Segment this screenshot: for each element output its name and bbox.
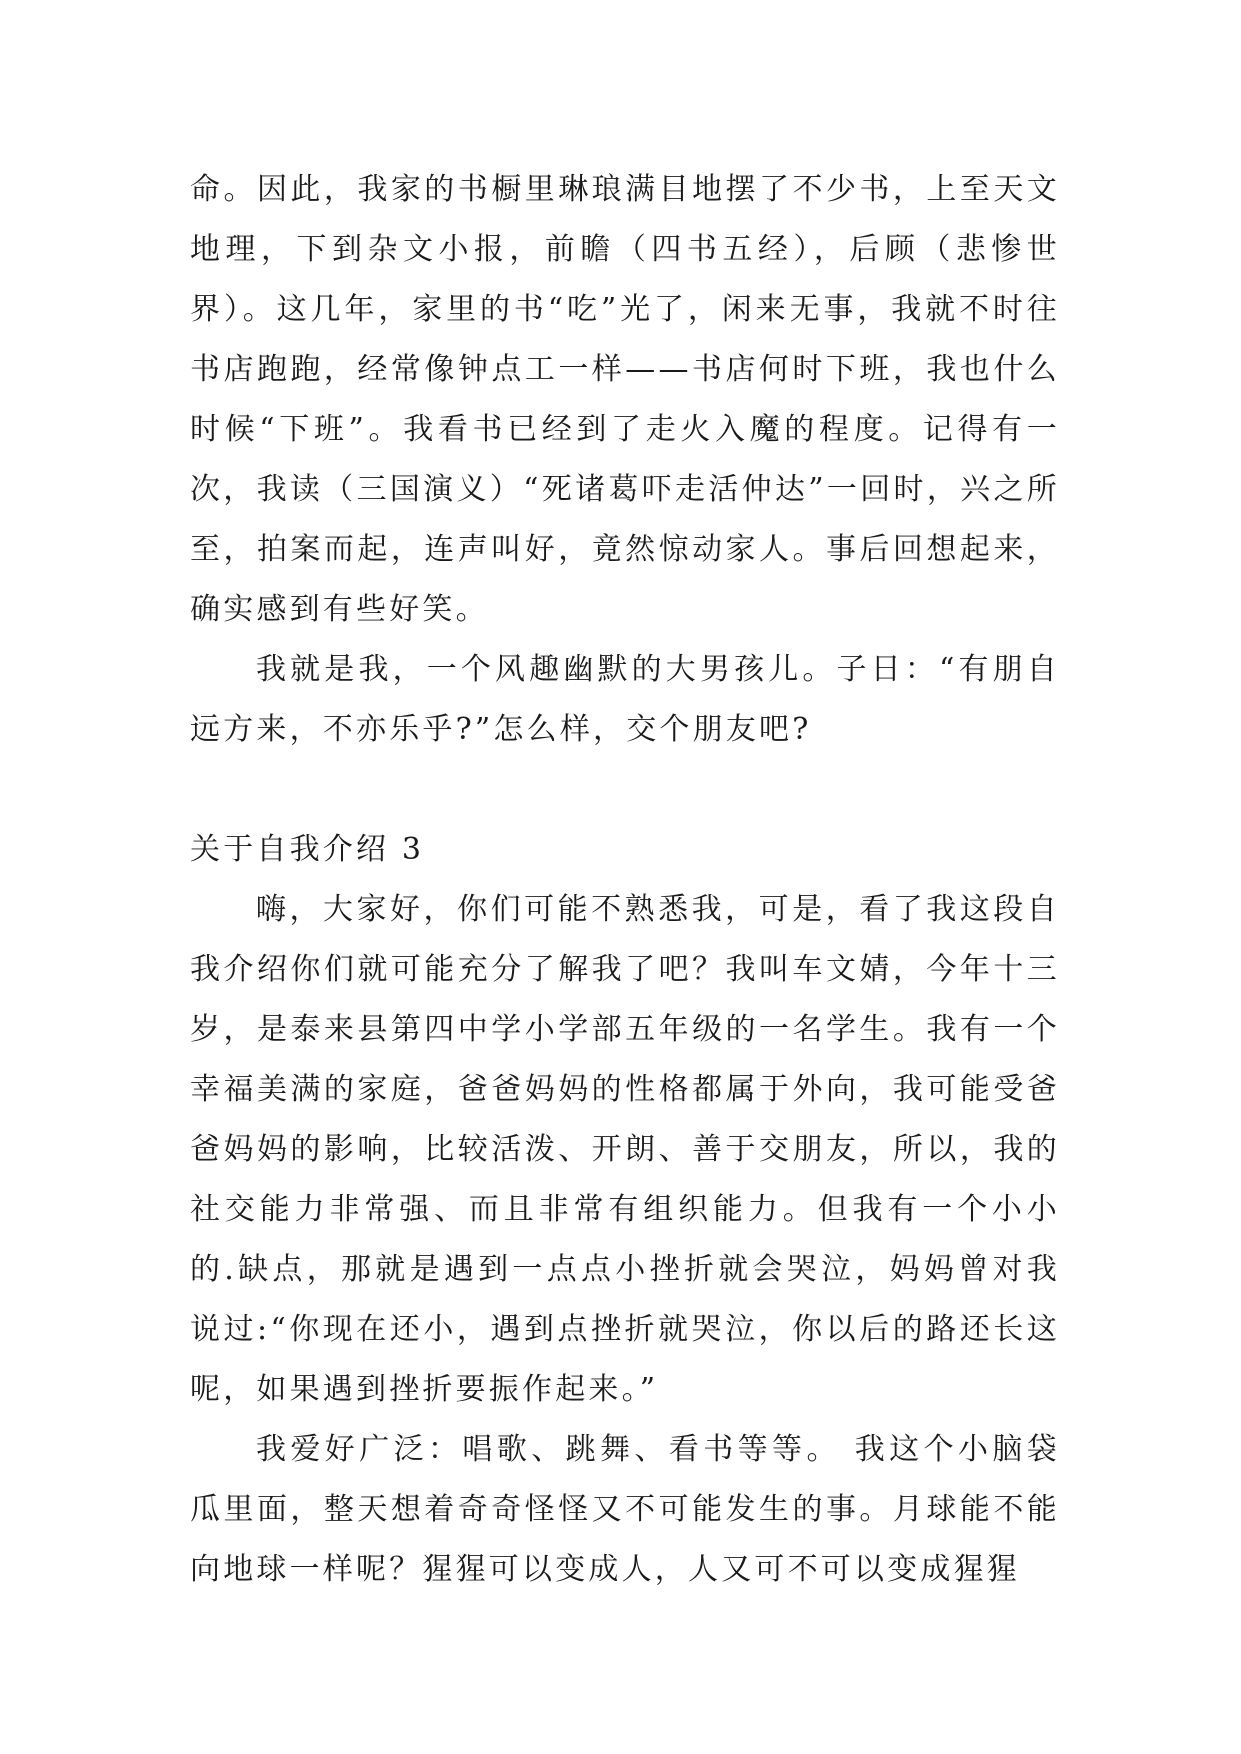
- document-body: [190, 160, 1060, 1600]
- section-heading: 关于自我介绍 3: [190, 832, 425, 867]
- paragraph-closing: 我就是我，一个风趣幽默的大男孩儿。子日：“有朋自远方来，不亦乐乎?”怎么样，交个朋友吧?: [190, 652, 1060, 747]
- paragraph-intro: 嗨，大家好，你们可能不熟悉我，可是，看了我这段自我介绍你们就可能充分了解我了吧？我叫车文婧，今年十三岁，是泰来县第四中学小学部五年级的一名学生。我有一个幸福美满的家庭，爸爸妈妈的性格都属于外向，我可能受爸爸妈妈的影响，比较活泼、开朗、善于交朋友，所以，我的社交能力非常强、而且非常有组织能力。但我有一个小小的.缺点，那就是遇到一点点小挫折就会哭泣，妈妈曾对我说过:“你现在还小，遇到点挫折就哭泣，你以后的路还长这呢，如果遇到挫折要振作起来。”: [190, 892, 1060, 1407]
- section-spacer: [190, 760, 1060, 820]
- paragraph-continued: 命。因此，我家的书橱里琳琅满目地摆了不少书，上至天文地理，下到杂文小报，前瞻（四书五经），后顾（悲惨世界）。这几年，家里的书“吃”光了，闲来无事，我就不时往书店跑跑，经常像钟点工一样——书店何时下班，我也什么时候“下班”。我看书已经到了走火入魔的程度。记得有一次，我读（三国演义）“死诸葛吓走活仲达”一回时，兴之所至，拍案而起，连声叫好，竟然惊动家人。事后回想起来，确实感到有些好笑。: [190, 172, 1060, 627]
- paragraph-hobbies: 我爱好广泛：唱歌、跳舞、看书等等。 我这个小脑袋瓜里面，整天想着奇奇怪怪又不可能发生的事。月球能不能向地球一样呢？猩猩可以变成人，人又可不可以变成猩猩: [190, 1432, 1060, 1587]
